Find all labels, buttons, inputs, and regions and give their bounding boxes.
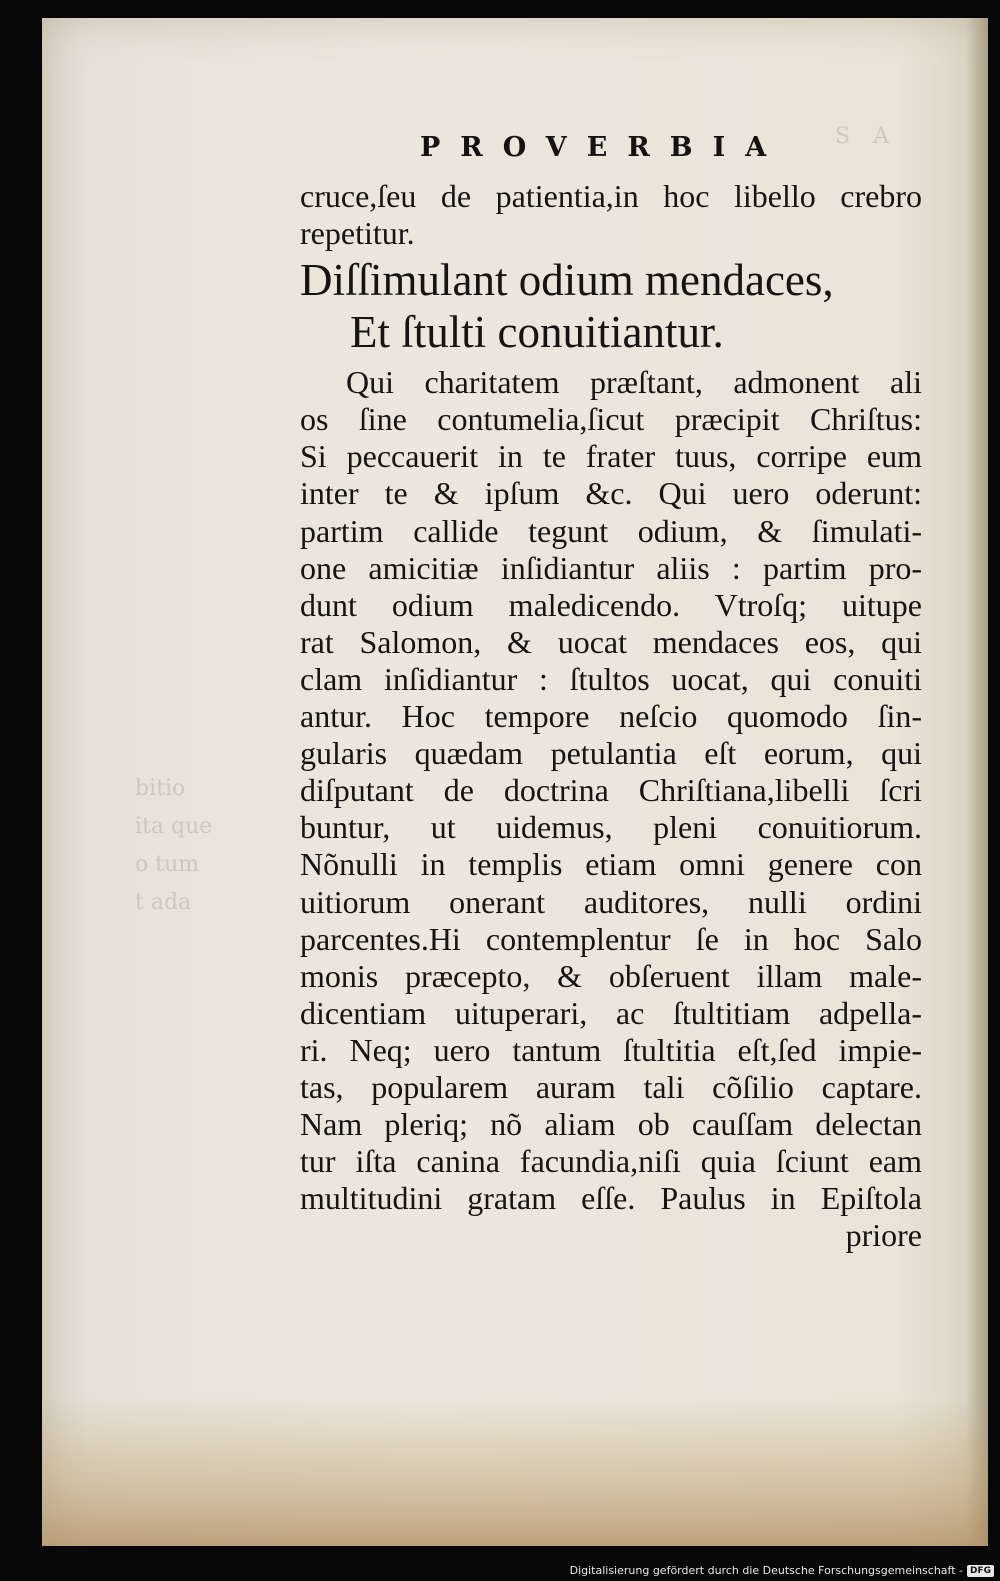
show-through-line: bitio (135, 776, 186, 801)
text-line: Nam pleriq; nõ aliam ob cauſſam delectan (300, 1106, 922, 1143)
show-through-line: t ada (135, 890, 192, 915)
text-line: Nõnulli in templis etiam omni genere con (300, 846, 922, 883)
show-through-text-top: S A (835, 124, 897, 149)
text-line: inter te & ipſum &c. Qui uero oderunt: (300, 475, 922, 512)
text-line: tas, popularem auram tali cõſilio captare. (300, 1068, 922, 1105)
text-line: monis præcepto, & obſeruent illam male- (300, 957, 922, 994)
text-line: antur. Hoc tempore neſcio quomodo ſin- (300, 698, 922, 735)
text-line: gularis quædam petulantia eſt eorum, qui (300, 735, 922, 772)
verse-heading-line-2: Et ſtulti conuitiantur. (350, 307, 724, 358)
text-line: clam inſidiantur : ſtultos uocat, qui conuiti (300, 660, 922, 697)
credit-text: Digitalisierung gefördert durch die Deutsche Forschungsgemeinschaft - (569, 1564, 963, 1577)
text-line: Qui charitatem præſtant, admonent ali (346, 364, 922, 401)
text-line: rat Salomon, & uocat mendaces eos, qui (300, 623, 922, 660)
page-edge-shadow (966, 18, 988, 1546)
text-line: partim callide tegunt odium, & ſimulati- (300, 512, 922, 549)
text-block (300, 178, 922, 1254)
text-line: buntur, ut uidemus, pleni conuitiorum. (300, 809, 922, 846)
dfg-logo: DFG (967, 1565, 994, 1577)
show-through-line: o tum (135, 852, 200, 877)
show-through-text-left (135, 770, 212, 922)
text-line: dunt odium maledicendo. Vtroſq; uitupe (300, 586, 922, 623)
text-line: one amicitiæ inſidiantur aliis : partim pro- (300, 549, 922, 586)
text-line: uitiorum onerant auditores, nulli ordini (300, 883, 922, 920)
text-line: cruce,ſeu de patientia,in hoc libello crebro (300, 178, 922, 214)
text-line: ri. Neq; uero tantum ſtultitia eſt,ſed impie- (300, 1031, 922, 1068)
text-line: tur iſta canina facundia,niſi quia ſciunt eam (300, 1143, 922, 1180)
text-line: dicentiam uituperari, ac ſtultitiam adpella- (300, 994, 922, 1031)
text-line: repetitur. (300, 215, 415, 252)
digitization-credit (570, 1564, 994, 1577)
text-line: multitudini gratam eſſe. Paulus in Epiſtola (300, 1180, 922, 1217)
text-line: os ſine contumelia,ſicut præcipit Chriſtus: (300, 401, 922, 438)
text-line: parcentes.Hi contemplentur ſe in hoc Salo (300, 920, 922, 957)
running-head: PROVERBIA (420, 132, 787, 163)
show-through-line: ita que (135, 814, 213, 839)
verse-heading-line-1: Diſſimulant odium mendaces, (300, 255, 834, 306)
text-line: diſputant de doctrina Chriſtiana,libelli ſcri (300, 772, 922, 809)
catchword: priore (845, 1217, 922, 1254)
text-line: Si peccauerit in te frater tuus, corripe eum (300, 438, 922, 475)
